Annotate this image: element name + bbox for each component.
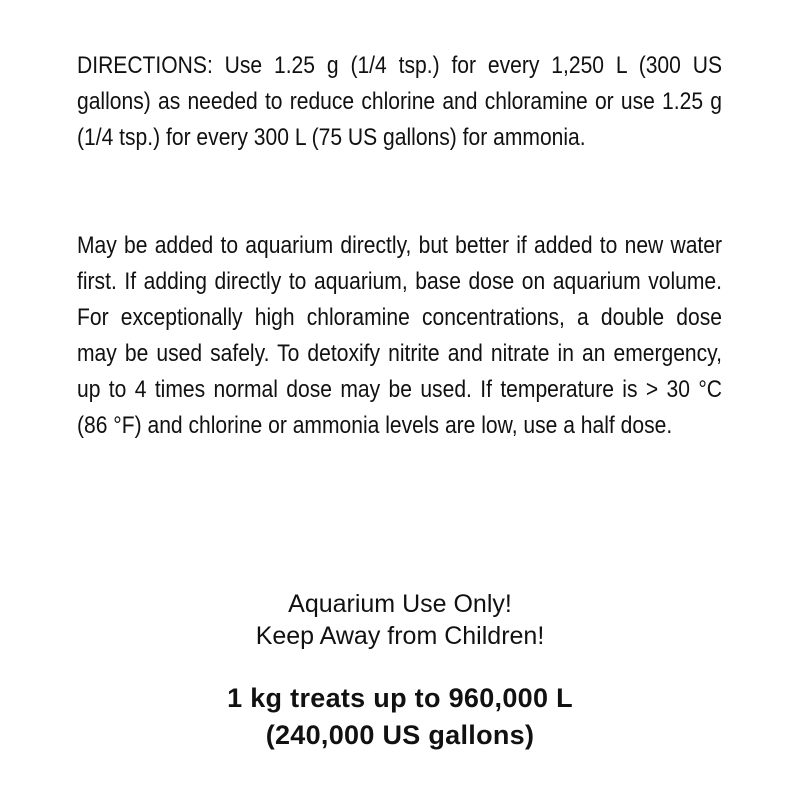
children-warning: Keep Away from Children! bbox=[255, 622, 545, 650]
warning-block bbox=[0, 588, 800, 652]
treatment-liters: 1 kg treats up to 960,000 L bbox=[227, 683, 573, 713]
usage-paragraph: May be added to aquarium directly, but better if added to new water first. If adding directly to aquarium, base dose on aquarium volume. For exceptionally high chloramine concentrations, a double dose may be used safely. To detoxify nitrite and nitrate in an emergency, up to 4 times normal dose may be used. If temperature is > 30 °C (86 °F) and chlorine or ammonia levels are low, use a half dose. bbox=[77, 232, 722, 439]
treatment-capacity bbox=[0, 680, 800, 754]
directions-paragraph: DIRECTIONS: Use 1.25 g (1/4 tsp.) for every 1,250 L (300 US gallons) as needed to reduce chlorine and chloramine or use 1.25 g (1/4 tsp.) for every 300 L (75 US gallons) for ammonia. bbox=[77, 52, 722, 151]
treatment-gallons: (240,000 US gallons) bbox=[265, 720, 535, 750]
aquarium-use-warning: Aquarium Use Only! bbox=[288, 590, 512, 618]
